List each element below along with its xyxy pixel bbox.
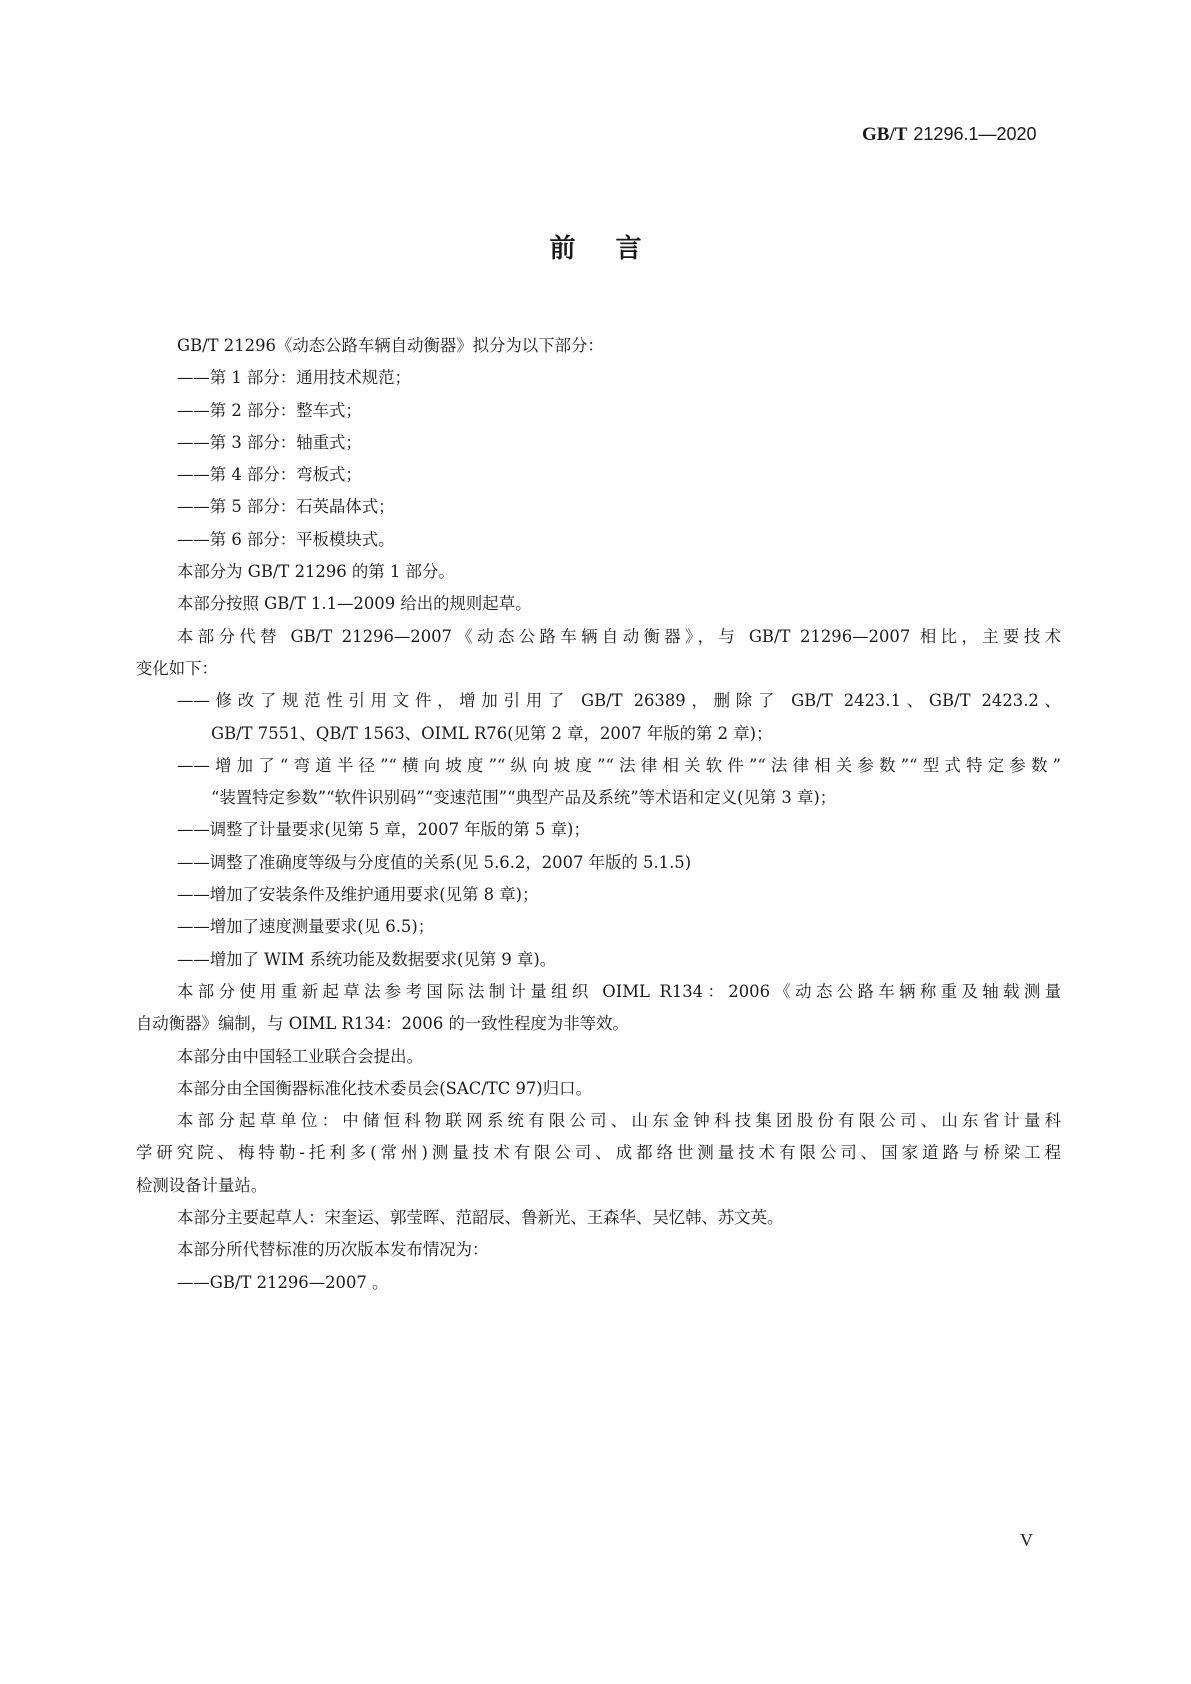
text-line: “装置特定参数”“软件识别码”“变速范围”“典型产品及系统”等术语和定义(见第 3 章)； [211, 788, 837, 808]
text-line: ——调整了计量要求(见第 5 章，2007 年版的第 5 章)； [177, 820, 590, 840]
text-line: ——第 4 部分：弯板式； [177, 465, 362, 485]
text-line: 本部分主要起草人：宋奎运、郭莹晖、范韶辰、鲁新光、王森华、吴忆韩、苏文英。 [177, 1208, 784, 1228]
text-line: ——第 5 部分：石英晶体式； [177, 497, 395, 517]
text-line: ——增加了速度测量要求(见 6.5)； [177, 917, 435, 937]
text-line: 本部分由全国衡器标准化技术委员会(SAC/TC 97)归口。 [177, 1078, 592, 1098]
text-line: ——修改了规范性引用文件，增加引用了 GB/T 26389，删除了 GB/T 2423.1、GB/T 2423.2、 [177, 691, 1061, 711]
text-line: ——增加了安装条件及维护通用要求(见第 8 章)； [177, 885, 539, 905]
page-title: 前言 [549, 234, 682, 264]
text-line: ——增加了“弯道半径”“横向坡度”“纵向坡度”“法律相关软件”“法律相关参数”“型式特定参数” [177, 755, 1061, 775]
text-line: GB/T 21296《动态公路车辆自动衡器》拟分为以下部分： [177, 336, 604, 355]
text-line: ——增加了 WIM 系统功能及数据要求(见第 9 章)。 [177, 949, 557, 969]
text-line: 本部分为 GB/T 21296 的第 1 部分。 [177, 562, 455, 582]
standard-code [862, 124, 1037, 146]
text-line: ——第 1 部分：通用技术规范； [177, 368, 411, 388]
text-line: 检测设备计量站。 [136, 1175, 268, 1195]
text-line: 自动衡器》编制，与 OIML R134：2006 的一致性程度为非等效。 [136, 1014, 629, 1034]
text-line: 本部分使用重新起草法参考国际法制计量组织 OIML R134：2006《动态公路车辆称重及轴载测量 [177, 981, 1061, 1001]
document-body [136, 330, 1061, 1299]
text-line: ——GB/T 21296—2007 。 [177, 1272, 389, 1292]
text-line: 本部分由中国轻工业联合会提出。 [177, 1046, 423, 1066]
text-line: ——调整了准确度等级与分度值的关系(见 5.6.2，2007 年版的 5.1.5) [177, 852, 692, 872]
standard-number: 21296.1—2020 [913, 124, 1037, 144]
text-line: ——第 3 部分：轴重式； [177, 432, 362, 452]
text-line: 本部分按照 GB/T 1.1—2009 给出的规则起草。 [177, 594, 532, 614]
standard-prefix: GB/T [862, 124, 908, 145]
text-line: 变化如下： [136, 658, 218, 678]
text-line: ——第 2 部分：整车式； [177, 400, 362, 420]
text-line: 本部分所代替标准的历次版本发布情况为： [177, 1240, 489, 1260]
text-line: GB/T 7551、QB/T 1563、OIML R76(见第 2 章，2007 年版的第 2 章)； [211, 723, 773, 743]
page-number: V [1020, 1530, 1033, 1550]
text-line: ——第 6 部分：平板模块式。 [177, 529, 395, 549]
text-line: 学研究院、梅特勒-托利多(常州)测量技术有限公司、成都络世测量技术有限公司、国家道路与桥梁工程 [136, 1143, 1061, 1163]
text-line: 本部分起草单位：中储恒科物联网系统有限公司、山东金钟科技集团股份有限公司、山东省计量科 [177, 1111, 1061, 1131]
text-line: 本部分代替 GB/T 21296—2007《动态公路车辆自动衡器》，与 GB/T 21296—2007 相比，主要技术 [177, 626, 1061, 646]
